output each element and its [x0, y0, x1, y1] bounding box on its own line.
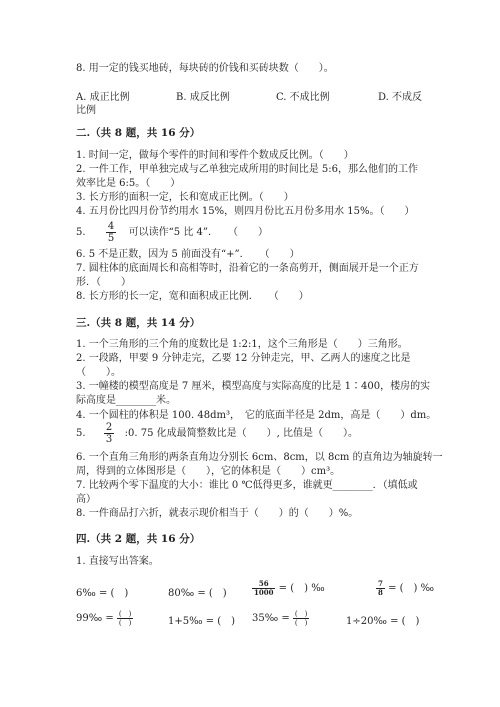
section-3-title: 三.（共 8 题，共 14 分）	[76, 317, 201, 329]
calc-80-permille: 80‰ = ( )	[168, 588, 227, 599]
calc-99-permille	[76, 610, 133, 627]
s2-line-4: 3. 长方形的面积一定，长和宽成正比例。（ ）	[76, 192, 294, 203]
option-d-wrap: 比例	[76, 105, 96, 116]
fraction-blank	[117, 610, 133, 627]
s2-line-8: 形．（ ）	[76, 277, 131, 288]
s2-line-9: 8. 长方形的长一定，宽和面积成正比例． （ ）	[76, 291, 309, 302]
fraction-numerator: 4	[107, 221, 115, 232]
calc-7-over-8	[376, 580, 434, 597]
calc-35-pre: 35‰ =	[252, 613, 290, 624]
s3-line-10: 高）	[76, 494, 96, 505]
s2-q5-text: 可以读作“5 比 4”． （ ）	[128, 227, 268, 238]
fraction-denominator: ( )	[118, 619, 132, 627]
calc-1-plus-5-permille: 1+5‰ = ( )	[168, 616, 236, 627]
s2-question-5	[76, 220, 268, 246]
s3-line-5: 际高度是________米。	[76, 395, 176, 406]
s3-line-4: 3. 一幢楼的模型高度是 7 厘米，模型高度与实际高度的比是 1∶400，楼房的实	[76, 381, 431, 392]
fraction-7-8	[376, 580, 385, 597]
fraction-denominator: 3	[105, 434, 113, 445]
fraction-numerator: 2	[105, 422, 113, 433]
s3-line-2: 2. 一段路，甲要 9 分钟走完，乙要 12 分钟走完，甲、乙两人的速度之比是	[76, 353, 411, 364]
s2-line-2: 2. 一件工作，甲单独完成与乙单独完成所用的时间比是 5:6，那么他们的工作	[76, 164, 418, 175]
fraction-denominator: 8	[378, 588, 383, 597]
s2-line-3: 效率比是 6:5。（ ）	[76, 178, 181, 189]
s2-line-6: 6. 5 不是正数，因为 5 前面没有“+”． （ ）	[76, 249, 300, 260]
s3-line-9: 7. 比较两个零下温度的大小：谁比 0 ℃低得更多，谁就更________．（填低或	[76, 480, 418, 491]
option-d: D. 不成反	[378, 92, 423, 103]
s4-intro: 1. 直接写出答案。	[76, 556, 159, 567]
fraction-numerator: 56	[252, 580, 275, 589]
question-8-text: 8. 用一定的钱买地砖，每块砖的价钱和买砖块数（ ）。	[76, 63, 334, 74]
fraction-blank	[293, 610, 309, 627]
s3-line-7: 6. 一个直角三角形的两条直角边分别长 6cm、8cm，以 8cm 的直角边为轴旋转一	[76, 452, 443, 463]
fraction-2-3	[104, 422, 114, 445]
s3-line-3: （ ）。	[76, 367, 121, 378]
calc-1-div-20-permille: 1÷20‰ = ( )	[346, 616, 420, 627]
fraction-56-1000	[252, 580, 275, 597]
s2-q5-prefix: 5.	[76, 227, 86, 238]
s3-q5-prefix: 5.	[76, 428, 86, 439]
fraction-denominator: 1000	[254, 588, 274, 597]
fraction-numerator: ( )	[118, 610, 132, 618]
s3-line-1: 1. 一个三角形的三个角的度数比是 1:2:1，这个三角形是（ ）三角形。	[76, 339, 408, 350]
fraction-numerator: ( )	[294, 610, 308, 618]
option-b: B. 成反比例	[176, 92, 230, 103]
fraction-denominator: 5	[107, 233, 115, 244]
calc-7-tail: = ( ) ‰	[388, 583, 435, 594]
option-c: C. 不成比例	[276, 92, 330, 103]
s3-line-6: 4. 一个圆柱的体积是 100. 48dm³， 它的底面半径是 2dm，高是（ ）dm。	[76, 410, 437, 421]
calc-56-tail: = ( ) ‰	[278, 583, 325, 594]
option-a: A. 成正比例	[76, 92, 130, 103]
fraction-4-5	[106, 221, 116, 244]
fraction-denominator: ( )	[294, 619, 308, 627]
calc-56-over-1000	[252, 580, 325, 597]
calc-99-pre: 99‰ =	[76, 613, 114, 624]
s2-line-1: 1. 时间一定，做每个零件的时间和零件个数成反比例。（ ）	[76, 150, 354, 161]
s2-line-5: 4. 五月份比四月份节约用水 15%，则四月份比五月份多用水 15%。（ ）	[76, 206, 415, 217]
section-2-title: 二.（共 8 题，共 16 分）	[76, 127, 201, 139]
s3-line-8: 周，得到的立体图形是（ ），它的体积是（ ）cm³。	[76, 466, 341, 477]
s3-q5-text: :0. 75 化成最简整数比是（ ）, 比值是（ ）。	[124, 428, 359, 439]
calc-35-permille	[252, 610, 309, 627]
section-4-title: 四.（共 2 题，共 16 分）	[76, 533, 201, 545]
s3-line-11: 8. 一件商品打六折，就表示现价相当于（ ）的（ ）%。	[76, 508, 359, 519]
s3-question-5	[76, 421, 358, 447]
fraction-numerator: 7	[378, 579, 383, 588]
s2-line-7: 7. 圆柱体的底面周长和高相等时，沿着它的一条高剪开，侧面展开是一个正方	[76, 263, 419, 274]
calc-6-permille: 6‰ = ( )	[76, 588, 129, 599]
